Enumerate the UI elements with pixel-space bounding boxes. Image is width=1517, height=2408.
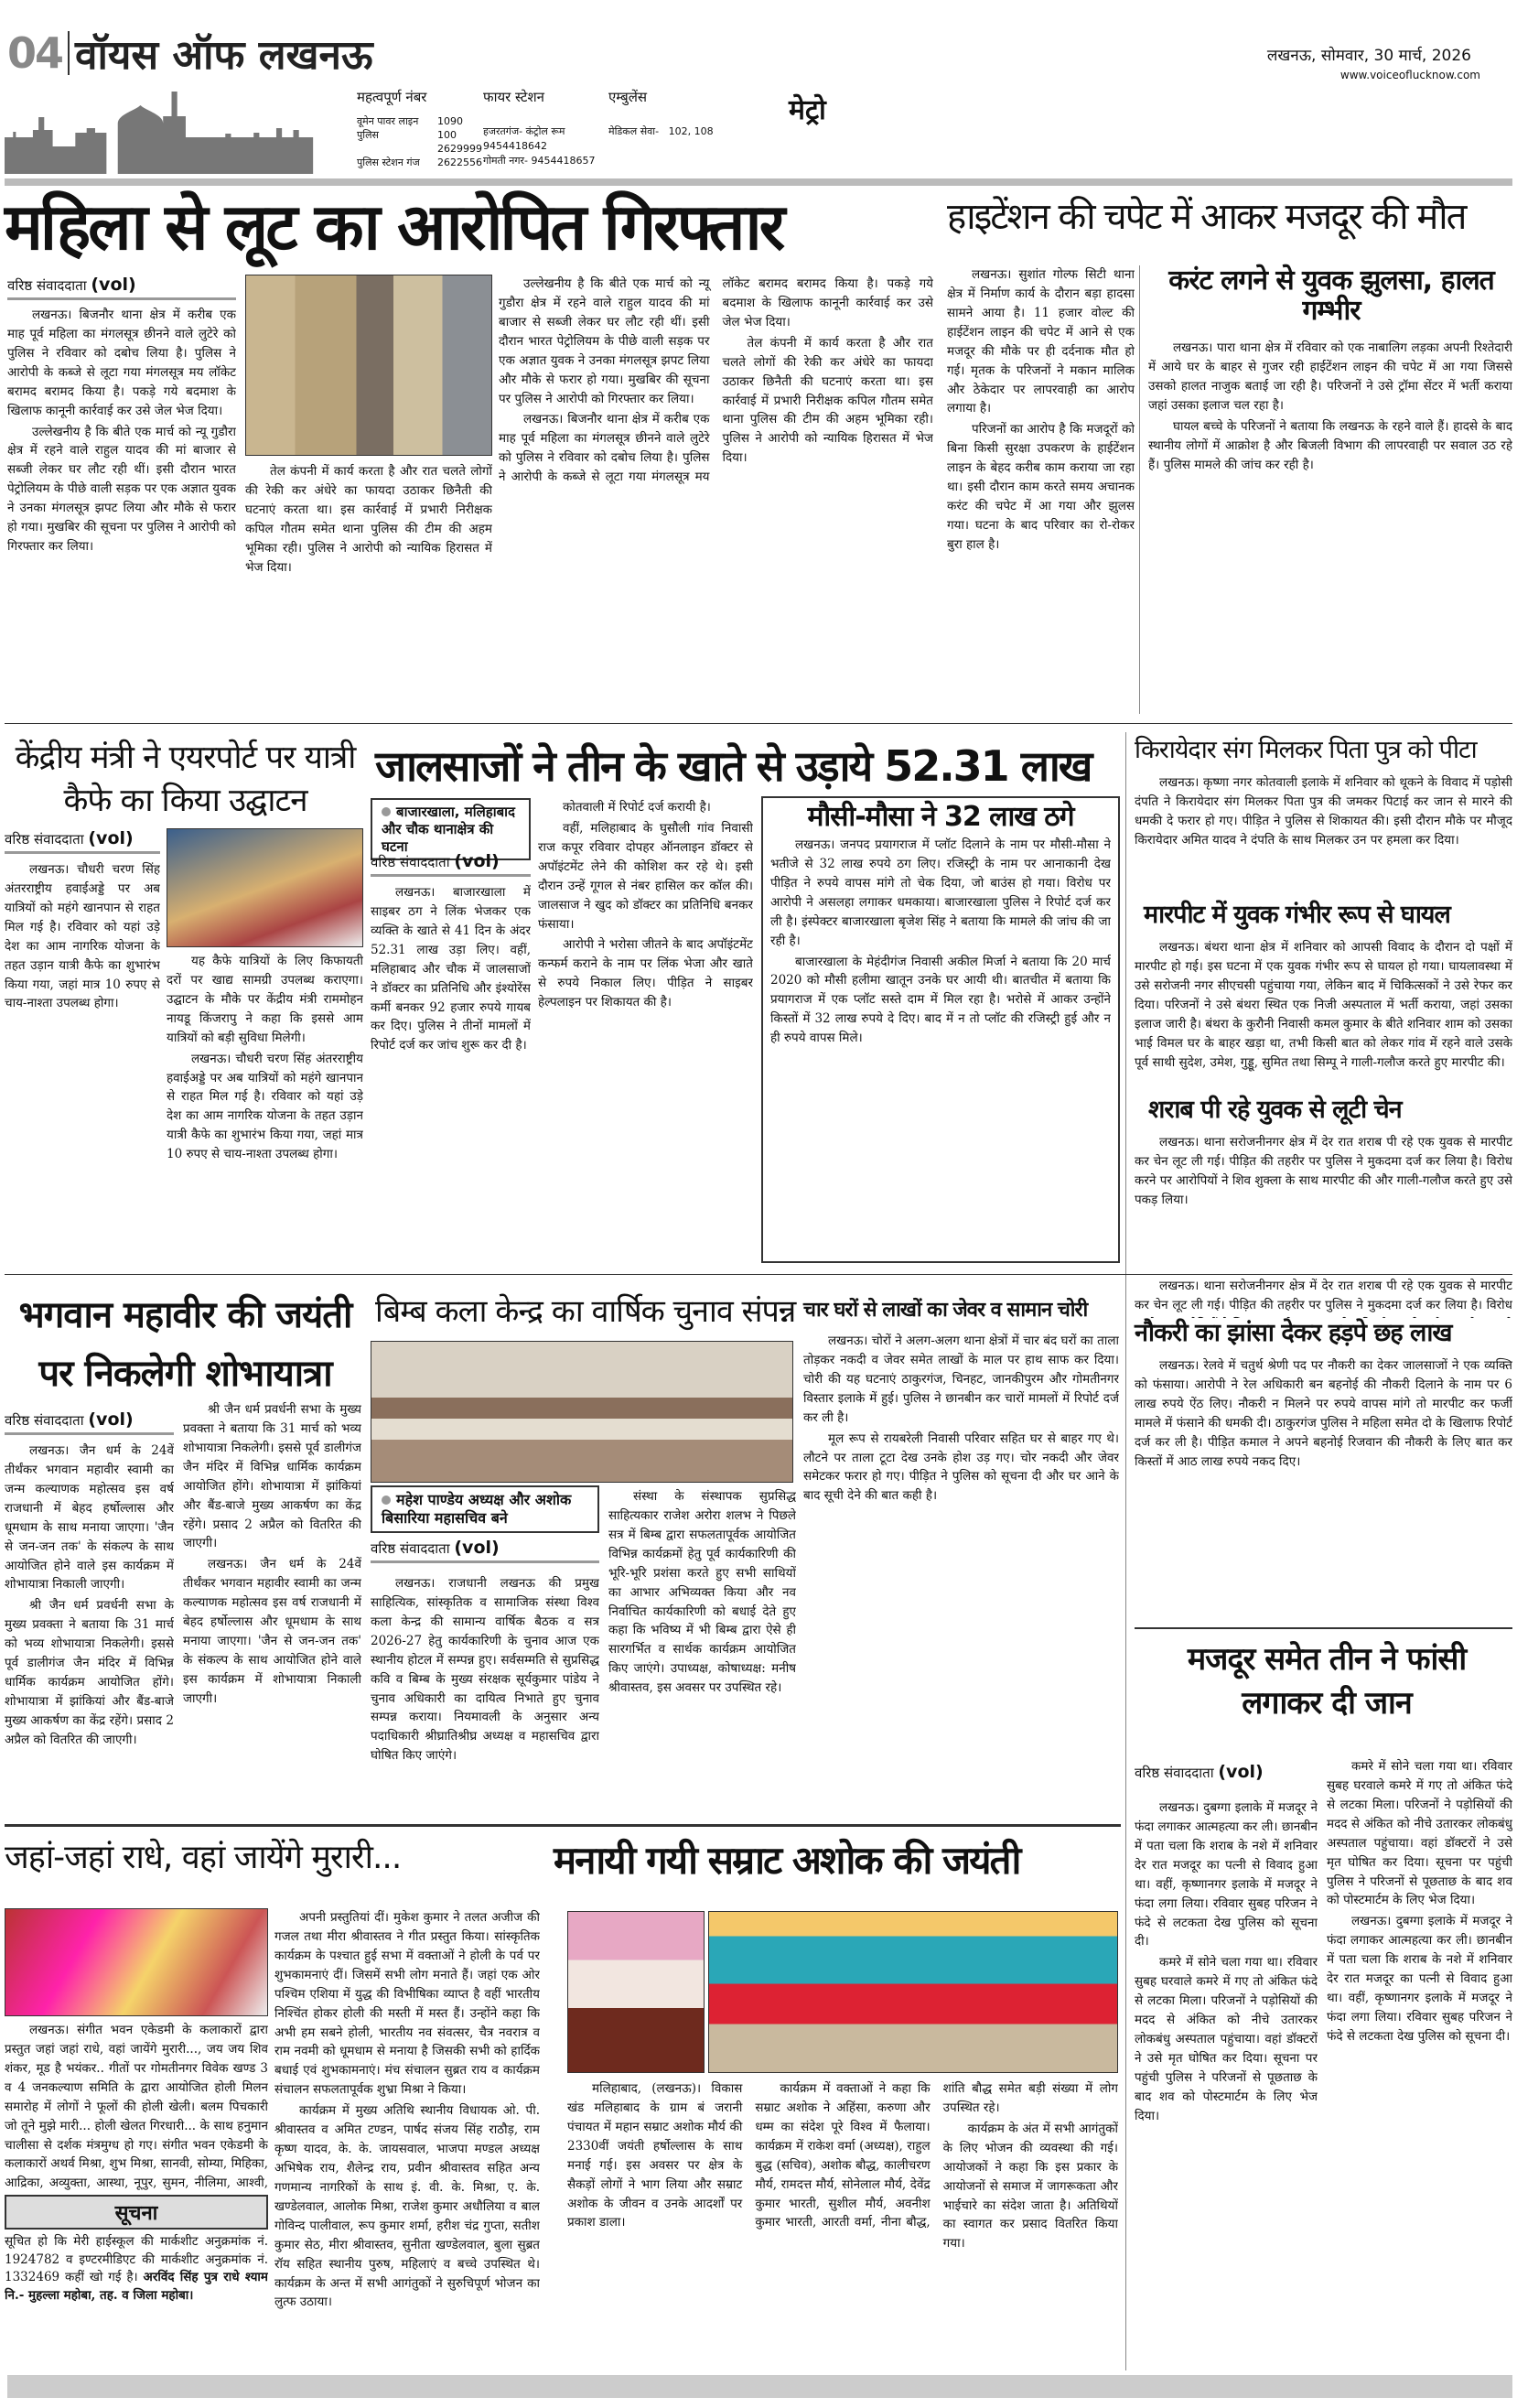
page-number: 04 bbox=[7, 28, 63, 78]
article-paragraph: कमरे में सोने चला गया था। रविवार सुबह घरवाले कमरे में गए तो अंकित फंदे से लटका मिला। परिजनों ने पड़ोसियों की मदद से अंकित को नीचे उतारकर लोकबंधु अस्पताल पहुंचाया। वहां डॉक्टरों ने उसे मृत घोषित कर दिया। सूचना पर पहुंची पुलिस ने परिजनों से पूछताछ के बाद शव को पोस्टमार्टम के लिए भेज दिया। bbox=[1135, 1955, 1318, 2123]
column-divider bbox=[1139, 265, 1140, 714]
text: बाजारखाला, मलिहाबाद और चौक थानाक्षेत्र की घटना bbox=[382, 804, 516, 855]
article-paragraph: संस्था के संस्थापक सुप्रसिद्ध साहित्यकार राजेश अरोरा शलभ ने पिछले सत्र में बिम्ब द्वारा सफलतापूर्वक आयोजित विभिन्न कार्यक्रमों हेतु पूर्व कार्यकारिणी की भूरि-भूरि प्रशंसा करते हुए सभी साथियों का आभार अभिव्यक्त किया और नव निर्वाचित कार्यकारिणी को बधाई देते हुए कहा कि भविष्य में भी बिम्ब द्वारा ऐसे ही सारगर्भित व सार्थक कार्यक्रम आयोजित किए जाएंगे। उपाध्यक्ष, कोषाध्यक्ष: मनीष श्रीवास्तव, इस अवसर पर उपस्थित रहे। bbox=[608, 1489, 796, 1696]
article-paragraph: मूल रूप से रायबरेली निवासी परिवार सहित घर से बाहर गए थे। लौटने पर ताला टूटा देख उनके होश उड़ गए। चोर नकदी और जेवर समेटकर फरार हो गए। पीड़ित ने पुलिस को सूचना दी और घर आने के बाद सूची देने की बात कही है। bbox=[803, 1431, 1119, 1504]
article-paragraph: लखनऊ। चोरों ने अलग-अलग थाना क्षेत्रों में चार बंद घरों का ताला तोड़कर नकदी व जेवर समेत लाखों के माल पर हाथ साफ कर दिया। चोरी की यह घटनाएं ठाकुरगंज, चिनहट, जानकीपुरम और गोमतीनगर विस्तार इलाके में हुई। पुलिस ने छानबीन कर चारों मामलों में रिपोर्ट दर्ज कर ली है। bbox=[803, 1334, 1119, 1425]
chori-body bbox=[803, 1332, 1119, 1798]
number-value: गोमती नगर- 9454418657 bbox=[483, 154, 596, 167]
article-paragraph: तेल कंपनी में कार्य करता है और रात चलते लोगों की रेकी कर अंधेरे का फायदा उठाकर छिनैती की घटनाएं करता था। इस कार्रवाई में प्रभारी निरीक्षक कपिल गौतम समेत थाना पुलिस की टीम की अहम भूमिका रही। पुलिस ने आरोपी को न्यायिक हिरासत में भेज दिया। bbox=[245, 464, 492, 575]
text: वरिष्ठ संवाददाता bbox=[5, 1412, 84, 1429]
text: (vol) bbox=[91, 275, 136, 295]
current-headline: करंट लगने से युवक झुलसा, हालत गम्भीर bbox=[1168, 265, 1494, 327]
article-paragraph: बाजारखाला के मेहंदीगंज निवासी अकील मिर्जा ने बताया कि 20 मार्च 2020 को मौसी हलीमा खातून उनके घर आयी थी। बातचीत में बताया कि प्रयागराज में एक प्लॉट सस्ते दाम में मिल रहा है। भरोसे में आकर उन्होंने किस्तों में 32 लाख रुपये दे दिए। बाद में न तो प्लॉट की रजिस्ट्री हुई और न ही रुपये वापस मिले। bbox=[770, 954, 1111, 1046]
sharab-body bbox=[1135, 1133, 1512, 1263]
airport-byline bbox=[5, 828, 160, 859]
bimb-group-photo bbox=[371, 1341, 793, 1483]
lead-headline: महिला से लूट का आरोपित गिरफ्तार bbox=[5, 189, 783, 265]
ashok-speaker-photo bbox=[567, 1911, 705, 2073]
masthead-divider bbox=[68, 31, 70, 75]
edition-date: लखनऊ, सोमवार, 30 मार्च, 2026 bbox=[1266, 47, 1471, 65]
current-body bbox=[1148, 339, 1512, 714]
article-paragraph: लखनऊ। बंथरा थाना क्षेत्र में शनिवार को आपसी विवाद के दौरान दो पक्षों में मारपीट हो गई। इस घटना में एक युवक गंभीर रूप से घायल हो गया। घायलावस्था में उसे सरोजनी नगर सीएचसी पहुंचाया गया, लेकिन बाद में चिकित्सकों ने उसे रेफर कर दिया। परिजनों ने उसे बंथरा स्थित एक निजी अस्पताल में भर्ती कराया, जहां उसका इलाज जारी है। बंथरा के कुरौनी निवासी कमल कुमार के बीते शनिवार शाम को उसका भाई विमल घर के बाहर खड़ा था, तभी किसी बात को लेकर गांव में रहने वाले उसके पूर्व साथी सुदेश, उमेश, गुड्डू, सुमित तथा सिम्पू ने गाली-गलौज करते हुए मारपीट की। bbox=[1135, 940, 1512, 1070]
airport-headline: केंद्रीय मंत्री ने एयरपोर्ट पर यात्री कैफे का किया उद्घाटन bbox=[15, 740, 356, 820]
article-paragraph: अपनी प्रस्तुतियां दीं। मुकेश कुमार ने तलत अजीज की गजल तथा मीरा श्रीवास्तव ने गीत प्रस्तुत किया। सांस्कृतिक कार्यक्रम के पश्चात हुई सभा में वक्ताओं ने होली के पर्व पर शुभकामनाएं दीं। जिसमें सभी लोग मनाते हैं। जहां एक ओर पश्चिम एशिया में युद्ध की विभीषिका व्याप्त है वहीं भारतीय निश्चिंत होकर होली की मस्ती में मस्त हैं। उन्होंने कहा कि अभी हम सबने होली, भारतीय नव संवत्सर, चैत्र नवरात्र व राम नवमी को धूमधाम से मनाया है जिसकी सभी को हार्दिक बधाई एवं शुभकामनाएं। मंच संचालन सुब्रत राय व कार्यक्रम संचालन सफलतापूर्वक शुभ्रा मिश्रा ने किया। bbox=[274, 1910, 540, 2098]
notice-body: सूचित हो कि मेरी हाईस्कूल की मार्कशीट अनुक्रमांक नं. 1924782 व इण्टरमीडिएट की मार्कशीट अनुक्रमांक नं. 1332469 कहीं खो गई है। bbox=[5, 2234, 268, 2285]
article-paragraph: लखनऊ। सुशांत गोल्फ सिटी थाना क्षेत्र में निर्माण कार्य के दौरान बड़ा हादसा सामने आया है। 11 हजार वोल्ट की हाईटेंशन लाइन की चपेट में आने से एक मजदूर की मौके पर ही दर्दनाक मौत हो गई। मृतक के परिजनों ने मकान मालिक और ठेकेदार पर लापरवाही का आरोप लगाया है। bbox=[947, 267, 1135, 416]
bullet-icon bbox=[382, 807, 391, 816]
article-paragraph: मलिहाबाद, (लखनऊ)। विकास खंड मलिहाबाद के ग्राम बं जरानी पंचायत में महान सम्राट अशोक मौर्य की 2330वीं जयंती हर्षोल्लास के साथ मनाई गई। इस अवसर पर क्षेत्र के सैकड़ों लोगों ने भाग लिया और सम्राट अशोक के जीवन व उनके आदर्शों पर प्रकाश डाला। bbox=[567, 2081, 743, 2230]
text: वरिष्ठ संवाददाता bbox=[371, 1540, 450, 1557]
article-paragraph: कमरे में सोने चला गया था। रविवार सुबह घरवाले कमरे में गए तो अंकित फंदे से लटका मिला। परिजनों ने पड़ोसियों की मदद से अंकित को नीचे उतारकर लोकबंधु अस्पताल पहुंचाया। वहां डॉक्टरों ने उसे मृत घोषित कर दिया। सूचना पर पहुंची पुलिस ने परिजनों से पूछताछ के बाद शव को पोस्टमार्टम के लिए भेज दिया। bbox=[1327, 1759, 1512, 1908]
article-paragraph: लखनऊ। जैन धर्म के 24वें तीर्थंकर भगवान महावीर स्वामी का जन्म कल्याणक महोत्सव इस वर्ष राजधानी में बेहद हर्षोल्लास और धूमधाम के साथ मनाया जाएगा। 'जैन से जन-जन तक' के संकल्प के साथ आयोजित होने वाले इस कार्यक्रम में शोभायात्रा निकाली जाएगी। bbox=[5, 1443, 174, 1593]
article-paragraph: लखनऊ। चौधरी चरण सिंह अंतरराष्ट्रीय हवाईअड्डे पर अब यात्रियों को महंगे खानपान से राहत मिल गई है। रविवार को यहां उड़े देश का आम नागरिक योजना के तहत उड़ान यात्री कैफे का शुभारंभ किया गया, जहां मात्र 10 रुपए से चाय-नाश्ता उपलब्ध होगा। bbox=[5, 862, 160, 1011]
text: वरिष्ठ संवाददाता bbox=[1135, 1765, 1214, 1781]
text: (vol) bbox=[88, 828, 134, 848]
section-divider bbox=[1135, 1627, 1512, 1629]
notice-box bbox=[5, 2195, 268, 2305]
text: (vol) bbox=[454, 1538, 500, 1558]
bimb-byline bbox=[371, 1538, 599, 1569]
mausi-body bbox=[770, 836, 1111, 1252]
fraud-headline: जालसाजों ने तीन के खाते से उड़ाये 52.31 लाख bbox=[375, 741, 1092, 791]
article-paragraph: लखनऊ। पारा थाना क्षेत्र में रविवार को एक नाबालिग लड़का अपनी रिश्तेदारी में आये घर के बाहर से गुजर रही हाईटेंशन लाइन की चपेट में आ गया जिससे उसको हालत नाजुक बताई जा रही है। परिजनों ने उसे ट्रॉमा सेंटर में भर्ती कराया जहां उसका इलाज चल रहा है। bbox=[1148, 340, 1512, 413]
bimb-body-col1 bbox=[371, 1574, 599, 1798]
article-paragraph: तेल कंपनी में कार्य करता है और रात चलते लोगों की रेकी कर अंधेरे का फायदा उठाकर छिनैती की घटनाएं करता था। इस कार्रवाई में प्रभारी निरीक्षक कपिल गौतम समेत थाना पुलिस की टीम की अहम भूमिका रही। पुलिस ने आरोपी को न्यायिक हिरासत में भेज दिया। bbox=[722, 335, 933, 466]
skyline-icon bbox=[5, 82, 339, 174]
naukari-headline: नौकरी का झांसा देकर हड़पे छह लाख bbox=[1135, 1319, 1452, 1347]
article-paragraph: श्री जैन धर्म प्रवर्धनी सभा के मुख्य प्रवक्ता ने बताया कि 31 मार्च को भव्य शोभायात्रा निकलेगी। इससे पूर्व डालीगंज जैन मंदिर में विभिन्न धार्मिक कार्यक्रम आयोजित होंगे। शोभायात्रा में झांकियां और बैंड-बाजे मुख्य आकर्षण का केंद्र रहेंगे। प्रसाद 2 अप्रैल को वितरित की जाएगी। bbox=[5, 1598, 174, 1747]
mahavir-body-col1 bbox=[5, 1442, 174, 1798]
lead-body-col3 bbox=[499, 275, 933, 714]
article-paragraph: कार्यक्रम के अंत में सभी आगंतुकों के लिए भोजन की व्यवस्था की गई। आयोजकों ने कहा कि इस प्रकार के आयोजनों से समाज में जागरूकता और भाईचारे का संदेश जाता है। अतिथियों का स्वागत कर प्रसाद वितरित किया गया। bbox=[942, 2121, 1118, 2251]
faansi-byline bbox=[1135, 1762, 1318, 1790]
naukari-body bbox=[1135, 1356, 1512, 1622]
marpeet-body bbox=[1135, 938, 1512, 1094]
marpeet-headline: मारपीट में युवक गंभीर रूप से घायल bbox=[1144, 901, 1450, 929]
number-label: हजरतगंज- कंट्रोल रूम bbox=[483, 124, 565, 137]
text: महेश पाण्डेय अध्यक्ष और अशोक बिसारिया महासचिव बने bbox=[382, 1491, 572, 1527]
section-divider bbox=[5, 723, 1512, 724]
fire-station-numbers bbox=[483, 88, 602, 168]
website-link[interactable]: www.voiceoflucknow.com bbox=[1339, 69, 1480, 81]
text: वरिष्ठ संवाददाता bbox=[7, 277, 87, 294]
text: वरिष्ठ संवाददाता bbox=[5, 831, 84, 848]
number-label: वूमेन पावर लाइन bbox=[357, 115, 419, 128]
masthead bbox=[7, 26, 373, 81]
chori-headline: चार घरों से लाखों का जेवर व सामान चोरी bbox=[803, 1299, 1088, 1322]
article-paragraph: कार्यक्रम में वक्ताओं ने कहा कि सम्राट अशोक ने अहिंसा, करुणा और धम्म का संदेश पूरे विश्व में फैलाया। कार्यक्रम में राकेश वर्मा (अध्यक्ष), राहुल बुद्ध (सचिव), अशोक बौद्ध, कालीचरण मौर्य, रामदत्त मौर्य, सोनेलाल मौर्य, देवेंद्र कुमार भारती, सुशील मौर्य, अवनीश कुमार भारती, आरती वर्मा, नीना बौद्ध, शांति बौद्ध समेत बड़ी संख्या में लोग उपस्थित रहे। bbox=[755, 2081, 1118, 2230]
airport-cafe-photo bbox=[167, 828, 363, 947]
article-paragraph: लखनऊ। कृष्णा नगर कोतवाली इलाके में शनिवार को थूकने के विवाद में पड़ोसी दंपति ने किरायेदार संग मिलकर पिता पुत्र की जमकर पिटाई कर जान से मारने की धमकी दे फरार हो गए। पीड़ित ने पुलिस से शिकायत की। इसी दौरान मौके पर मौजूद किरायेदार अमित यादव ने दंपति के साथ मिलकर उन पर हमला कर दिया। bbox=[1135, 775, 1512, 848]
mahavir-headline: भगवान महावीर की जयंती पर निकलेगी शोभायात्रा bbox=[18, 1294, 352, 1395]
article-paragraph: लखनऊ। राजधानी लखनऊ की प्रमुख साहित्यिक, सांस्कृतिक व सामाजिक संस्था विश्व कला केन्द्र की सामान्य वार्षिक बैठक व सत्र 2026-27 हेतु कार्यकारिणी के चुनाव आज एक स्थानीय होटल में सम्पन्न हुए। सर्वसम्मति से सुप्रसिद्ध कवि व बिम्ब के मुख्य संरक्षक सूर्यकुमार पांडेय ने चुनाव अधिकारी का दायित्व निभाते हुए चुनाव सम्पन्न कराया। नियमावली के अनुसार अन्य पदाधिकारी श्रीघ्रातिश्रीघ्र अध्यक्ष व महासचिव द्वारा घोषित किए जाएंगे। bbox=[371, 1576, 599, 1764]
article-paragraph: उल्लेखनीय है कि बीते एक मार्च को न्यू गुडौरा क्षेत्र में रहने वाले राहुल यादव की मां बाजार से सब्जी लेकर घर लौट रही थीं। इसी दौरान भारत पेट्रोलियम के पीछे वाली सड़क पर एक अज्ञात युवक ने उनका मंगलसूत्र झपट लिया और मौके से फरार हो गया। मुखबिर की सूचना पर पुलिस ने आरोपी को गिरफ्तार कर लिया। bbox=[499, 276, 710, 406]
numbers-grid bbox=[357, 115, 480, 169]
footer-bar bbox=[7, 2375, 1512, 2398]
faansi-body-col2 bbox=[1327, 1757, 1512, 2370]
article-paragraph: लखनऊ। दुबग्गा इलाके में मजदूर ने फंदा लगाकर आत्महत्या कर ली। छानबीन में पता चला कि शराब के नशे में शनिवार देर रात मजदूर का पत्नी से विवाद हुआ था। वहीं, कृष्णानगर इलाके में मजदूर ने फंदा लगा लिया। रविवार सुबह परिजन ने फंदे से लटकता देख पुलिस को सूचना दी। bbox=[1327, 1914, 1512, 2044]
article-paragraph: श्री जैन धर्म प्रवर्धनी सभा के मुख्य प्रवक्ता ने बताया कि 31 मार्च को भव्य शोभायात्रा निकलेगी। इससे पूर्व डालीगंज जैन मंदिर में विभिन्न धार्मिक कार्यक्रम आयोजित होंगे। शोभायात्रा में झांकियां और बैंड-बाजे मुख्य आकर्षण का केंद्र रहेंगे। प्रसाद 2 अप्रैल को वितरित की जाएगी। bbox=[183, 1402, 361, 1551]
airport-body-col2 bbox=[167, 952, 363, 1263]
mausi-headline: मौसी-मौसा ने 32 लाख ठगे bbox=[807, 801, 1074, 833]
section-divider bbox=[5, 1824, 1121, 1827]
number-value: 102, 108 bbox=[668, 125, 714, 137]
radhe-headline: जहां-जहां राधे, वहां जायेंगे मुरारी... bbox=[5, 1839, 402, 1876]
text: (vol) bbox=[1218, 1762, 1264, 1782]
lead-byline-block bbox=[7, 275, 236, 306]
ambulance-heading: एम्बुलेंस bbox=[608, 89, 648, 105]
article-paragraph: परिजनों का आरोप है कि मजदूरों को बिना किसी सुरक्षा उपकरण के हाईटेंशन लाइन के बेहद करीब काम कराया जा रहा था। इसी दौरान काम करते समय अचानक करंट की चपेट में आ गया और झुलस गया। घटना के बाद परिवार का रो-रोकर बुरा हाल है। bbox=[947, 422, 1135, 552]
article-paragraph: वहीं, मलिहाबाद के घुसौली गांव निवासी राज कपूर रविवार दोपहर ऑनलाइन डॉक्टर से अपॉइंटमेंट लेने की कोशिश कर रहे थे। इसी दौरान उन्हें गूगल से नंबर हासिल कर कॉल की। जालसाज ने खुद को डॉक्टर का प्रतिनिधि बनकर फंसाया। bbox=[538, 820, 753, 932]
article-paragraph: लखनऊ। रेलवे में चतुर्थ श्रेणी पद पर नौकरी का देकर जालसाजों ने एक व्यक्ति को फंसाया। आरोपी ने रेल अधिकारी बन बहनोई की नौकरी दिलाने के नाम पर 6 लाख रुपये ऐंठ लिए। नौकरी न मिलने पर रुपये वापस मांगे तो मारपीट कर फर्जी मामले में फंसाने की धमकी दी। ठाकुरगंज पुलिस ने महिला समेत दो के खिलाफ रिपोर्ट दर्ज कर ली है। पीड़ित कमाल ने अपने बहनोई रिजवान की नौकरी के लिए बात कर किस्तों में आठ लाख रुपये नकद दिए। bbox=[1135, 1358, 1512, 1469]
article-paragraph: लखनऊ। चौधरी चरण सिंह अंतरराष्ट्रीय हवाईअड्डे पर अब यात्रियों को महंगे खानपान से राहत मिल गई है। रविवार को यहां उड़े देश का आम नागरिक योजना के तहत उड़ान यात्री कैफे का शुभारंभ किया गया, जहां मात्र 10 रुपए से चाय-नाश्ता उपलब्ध होगा। bbox=[167, 1051, 363, 1162]
ambulance-numbers bbox=[608, 88, 746, 138]
article-paragraph: घायल बच्चे के परिजनों ने बताया कि लखनऊ के रहने वाले हैं। हादसे के बाद स्थानीय लोगों में आक्रोश है और बिजली विभाग की लापरवाही पर सवाल उठ रहे हैं। पुलिस मामले की जांच कर रही है। bbox=[1148, 418, 1512, 472]
city-skyline-image bbox=[5, 82, 339, 174]
important-numbers-heading: महत्वपूर्ण नंबर bbox=[357, 89, 427, 105]
kirayedar-headline: किरायेदार संग मिलकर पिता पुत्र को पीटा bbox=[1135, 736, 1477, 764]
mausi-box bbox=[761, 796, 1120, 1263]
faansi-headline: मजदूर समेत तीन ने फांसी लगाकर दी जान bbox=[1187, 1641, 1467, 1722]
number-label bbox=[357, 143, 437, 157]
faansi-body-col1 bbox=[1135, 1798, 1318, 2370]
sharab-headline: शराब पी रहे युवक से लूटी चेन bbox=[1148, 1096, 1402, 1124]
article-paragraph: लखनऊ। बिजनौर थाना क्षेत्र में करीब एक माह पूर्व महिला का मंगलसूत्र छीनने वाले लुटेरे को पुलिस ने रविवार को दबोच लिया है। पुलिस ने आरोपी के कब्जे से लूटा गया मंगलसूत्र मय लॉकेट बरामद बरामद किया है। पकड़े गये बदमाश के खिलाफ कानूनी कार्रवाई कर उसे जेल भेज दिया। bbox=[7, 308, 236, 418]
holi-event-photo bbox=[5, 1908, 268, 2016]
article-paragraph: लखनऊ। बाजारखाला में साइबर ठग ने लिंक भेजकर एक व्यक्ति के खाते से 41 दिन के अंदर 52.31 लाख उड़ा लिए। वहीं, मलिहाबाद और चौक में जालसाजों ने डॉक्टर का प्रतिनिधि और इंश्योरेंस कर्मी बनकर 92 हजार रुपये गायब कर दिए। पुलिस ने तीनों मामलों में रिपोर्ट दर्ज कर जांच शुरू कर दी है। bbox=[371, 885, 531, 1053]
hightension-body bbox=[947, 265, 1135, 714]
radhe-body-col2 bbox=[274, 1908, 540, 2370]
number-value: 9454418642 bbox=[483, 139, 547, 152]
important-numbers bbox=[357, 88, 480, 170]
police-arrest-photo bbox=[245, 275, 492, 456]
bimb-caption-box bbox=[371, 1485, 599, 1533]
article-paragraph: लखनऊ। जनपद प्रयागराज में प्लॉट दिलाने के नाम पर मौसी-मौसा ने भतीजे से 32 लाख रुपये ठग लिए। रजिस्ट्री के नाम पर आनाकानी देख पीड़ित ने रुपये वापस मांगे तो चेक दिया, जो बाउंस हो गया। विरोध पर आरोपी ने असलहा लगाकर धमकाया। बाजारखाला पुलिस ने रिपोर्ट दर्ज कर ली है। इंस्पेक्टर बाजारखाला बृजेश सिंह ने बताया कि मामले की जांच की जा रही है। bbox=[770, 837, 1111, 948]
number-label: पुलिस bbox=[357, 129, 379, 142]
text: वरिष्ठ संवाददाता bbox=[371, 854, 450, 870]
notice-title: सूचना bbox=[5, 2195, 268, 2230]
fraud-body-col1 bbox=[371, 883, 531, 1263]
fire-station-heading: फायर स्टेशन bbox=[483, 89, 544, 105]
lead-body-col2 bbox=[245, 462, 492, 714]
kirayedar-body bbox=[1135, 773, 1512, 897]
notice-signature: अरविंद सिंह पुत्र राधे श्याम नि.- मुहल्ला महोबा, तह. व जिला महोबा। bbox=[5, 2270, 268, 2303]
radhe-body-col1 bbox=[5, 2021, 268, 2191]
article-paragraph: उल्लेखनीय है कि बीते एक मार्च को न्यू गुडौरा क्षेत्र में रहने वाले राहुल यादव की मां बाजार से सब्जी लेकर घर लौट रही थीं। इसी दौरान भारत पेट्रोलियम के पीछे वाली सड़क पर एक अज्ञात युवक ने उनका मंगलसूत्र झपट लिया और मौके से फरार हो गया। मुखबिर की सूचना पर पुलिस ने आरोपी को गिरफ्तार कर लिया। bbox=[7, 424, 236, 555]
mahavir-byline bbox=[5, 1409, 174, 1441]
ashok-audience-photo bbox=[708, 1911, 1118, 2073]
byline bbox=[7, 275, 236, 300]
bullet-icon bbox=[382, 1496, 391, 1505]
airport-body-col1 bbox=[5, 860, 160, 1263]
fraud-body-col2 bbox=[538, 798, 753, 1263]
number-label: मेडिकल सेवा- bbox=[608, 125, 660, 137]
text: (vol) bbox=[88, 1409, 134, 1430]
text: (vol) bbox=[454, 851, 500, 871]
article-paragraph: लखनऊ। थाना सरोजनीनगर क्षेत्र में देर रात शराब पी रहे एक युवक से मारपीट कर चेन लूट ली गई। पीड़ित की तहरीर पर पुलिस ने मुकदमा दर्ज कर लिया है। विरोध करने पर आरोपियों ने शिव शुक्ला के साथ मारपीट की और गाली-गलौज करते हुए उसे पकड़ लिया। bbox=[1135, 1135, 1512, 1207]
newspaper-title: वॉयस ऑफ लखनऊ bbox=[75, 32, 373, 79]
number-value: 1090 bbox=[437, 115, 463, 128]
article-paragraph: लखनऊ। बिजनौर थाना क्षेत्र में करीब एक माह पूर्व महिला का मंगलसूत्र छीनने वाले लुटेरे को पुलिस ने रविवार को दबोच लिया है। पुलिस ने आरोपी के कब्जे से लूटा गया मंगलसूत्र मय लॉकेट बरामद बरामद किया है। पकड़े गये बदमाश के खिलाफ कानूनी कार्रवाई कर उसे जेल भेज दिया। bbox=[499, 276, 933, 485]
bimb-body-col2 bbox=[608, 1487, 796, 1798]
hightension-headline: हाइटेंशन की चपेट में आकर मजदूर की मौत bbox=[947, 196, 1466, 238]
number-label: पुलिस स्टेशन गंज bbox=[357, 156, 420, 168]
number-value: 2629999 bbox=[437, 142, 482, 155]
article-paragraph: लखनऊ। संगीत भवन एकेडमी के कलाकारों द्वारा प्रस्तुत जहां जहां राधे, वहां जायेंगे मुरारी..., जय जय शिव शंकर, मूड है भयंकर.. गीतों पर गोमतीनगर विवेक खण्ड 3 व 4 जनकल्याण समिति के द्वारा आयोजित होली मिलन समारोह में लोगों ने फूलों की होली खेली। बलम पिचकारी जो तूने मुझे मारी... होली खेलत गिरधारी... के साथ हनुमान चालीसा से दर्शक मंत्रमुग्ध हो गए। संगीत भवन एकेडमी के कलाकारों अथर्व मिश्रा, शुभ मिश्रा, सानवी, सोम्या, मिहिका, आद्रिका, अव्युक्ता, आस्था, नूपुर, सुमन, नीलिमा, आश्वी, bbox=[5, 2023, 268, 2191]
number-value: 100 bbox=[437, 129, 457, 142]
lead-body-col1 bbox=[7, 306, 236, 714]
fraud-byline bbox=[371, 851, 531, 882]
ashok-headline: मनायी गयी सम्राट अशोक की जयंती bbox=[554, 1838, 1020, 1883]
article-paragraph: कार्यक्रम में मुख्य अतिथि स्थानीय विधायक ओ. पी. श्रीवास्तव व अमित टण्डन, पार्षद संजय सिंह राठौड़, राम कृष्ण यादव, के. के. जायसवाल, भाजपा मण्डल अध्यक्ष अभिषेक राय, शैलेन्द्र राय, प्रवीन श्रीवास्तव सहित अन्य गणमान्य नागरिकों के साथ इं. वी. के. मिश्रा, ए. के. खण्डेलवाल, आलोक मिश्रा, राजेश कुमार अधौलिया व बाल गोविन्द पालीवाल, रूप कुमार शर्मा, हरीश चंद्र गुप्ता, सतीश कुमार सेठ, मीरा श्रीवास्तव, सुनीता खण्डेलवाल, बुला सुब्रत रॉय सहित स्थानीय पुरुष, महिलाएं व बच्चे उपस्थित थे। कार्यक्रम के अन्त में सभी आगंतुकों ने सुरुचिपूर्ण भोजन का लुत्फ उठाया। bbox=[274, 2103, 540, 2310]
number-value: 2622556 bbox=[437, 156, 482, 168]
notice-body-block bbox=[5, 2233, 268, 2305]
article-paragraph: आरोपी ने भरोसा जीतने के बाद अपॉइंटमेंट कन्फर्म कराने के नाम पर लिंक भेजा और खाते से रुपये निकाल लिए। पीड़ित ने साइबर हेल्पलाइन पर शिकायत की है। bbox=[538, 937, 753, 1010]
sharab-body-continued bbox=[1135, 1277, 1512, 1318]
article-paragraph: लखनऊ। थाना सरोजनीनगर क्षेत्र में देर रात शराब पी रहे एक युवक से मारपीट कर चेन लूट ली गई। पीड़ित की तहरीर पर पुलिस ने मुकदमा दर्ज कर लिया है। विरोध bbox=[1135, 1279, 1512, 1312]
article-paragraph: कोतवाली में रिपोर्ट दर्ज करायी है। bbox=[563, 800, 711, 815]
bimb-headline: बिम्ब कला केन्द्र का वार्षिक चुनाव संपन्न bbox=[375, 1293, 796, 1330]
ashok-body bbox=[567, 2079, 1118, 2372]
mahavir-body-col2 bbox=[183, 1400, 361, 1798]
article-paragraph: यह कैफे यात्रियों के लिए किफायती दरों पर खाद्य सामग्री उपलब्ध कराएगा। उद्घाटन के मौके पर केंद्रीय मंत्री राममोहन नायडू किंजरापु ने कहा कि इससे आम यात्रियों को बड़ी सुविधा मिलेगी। bbox=[167, 954, 363, 1045]
article-paragraph: लखनऊ। जैन धर्म के 24वें तीर्थंकर भगवान महावीर स्वामी का जन्म कल्याणक महोत्सव इस वर्ष राजधानी में बेहद हर्षोल्लास और धूमधाम के साथ मनाया जाएगा। 'जैन से जन-जन तक' के संकल्प के साथ आयोजित होने वाले इस कार्यक्रम में शोभायात्रा निकाली जाएगी। bbox=[183, 1557, 361, 1706]
article-paragraph: लखनऊ। दुबग्गा इलाके में मजदूर ने फंदा लगाकर आत्महत्या कर ली। छानबीन में पता चला कि शराब के नशे में शनिवार देर रात मजदूर का पत्नी से विवाद हुआ था। वहीं, कृष्णानगर इलाके में मजदूर ने फंदा लगा लिया। रविवार सुबह परिजन ने फंदे से लटकता देख पुलिस को सूचना दी। bbox=[1135, 1800, 1318, 1949]
section-divider bbox=[5, 1274, 1512, 1275]
column-divider bbox=[1125, 732, 1126, 2370]
section-name: मेट्रो bbox=[789, 94, 826, 126]
header-bar bbox=[5, 178, 1512, 186]
